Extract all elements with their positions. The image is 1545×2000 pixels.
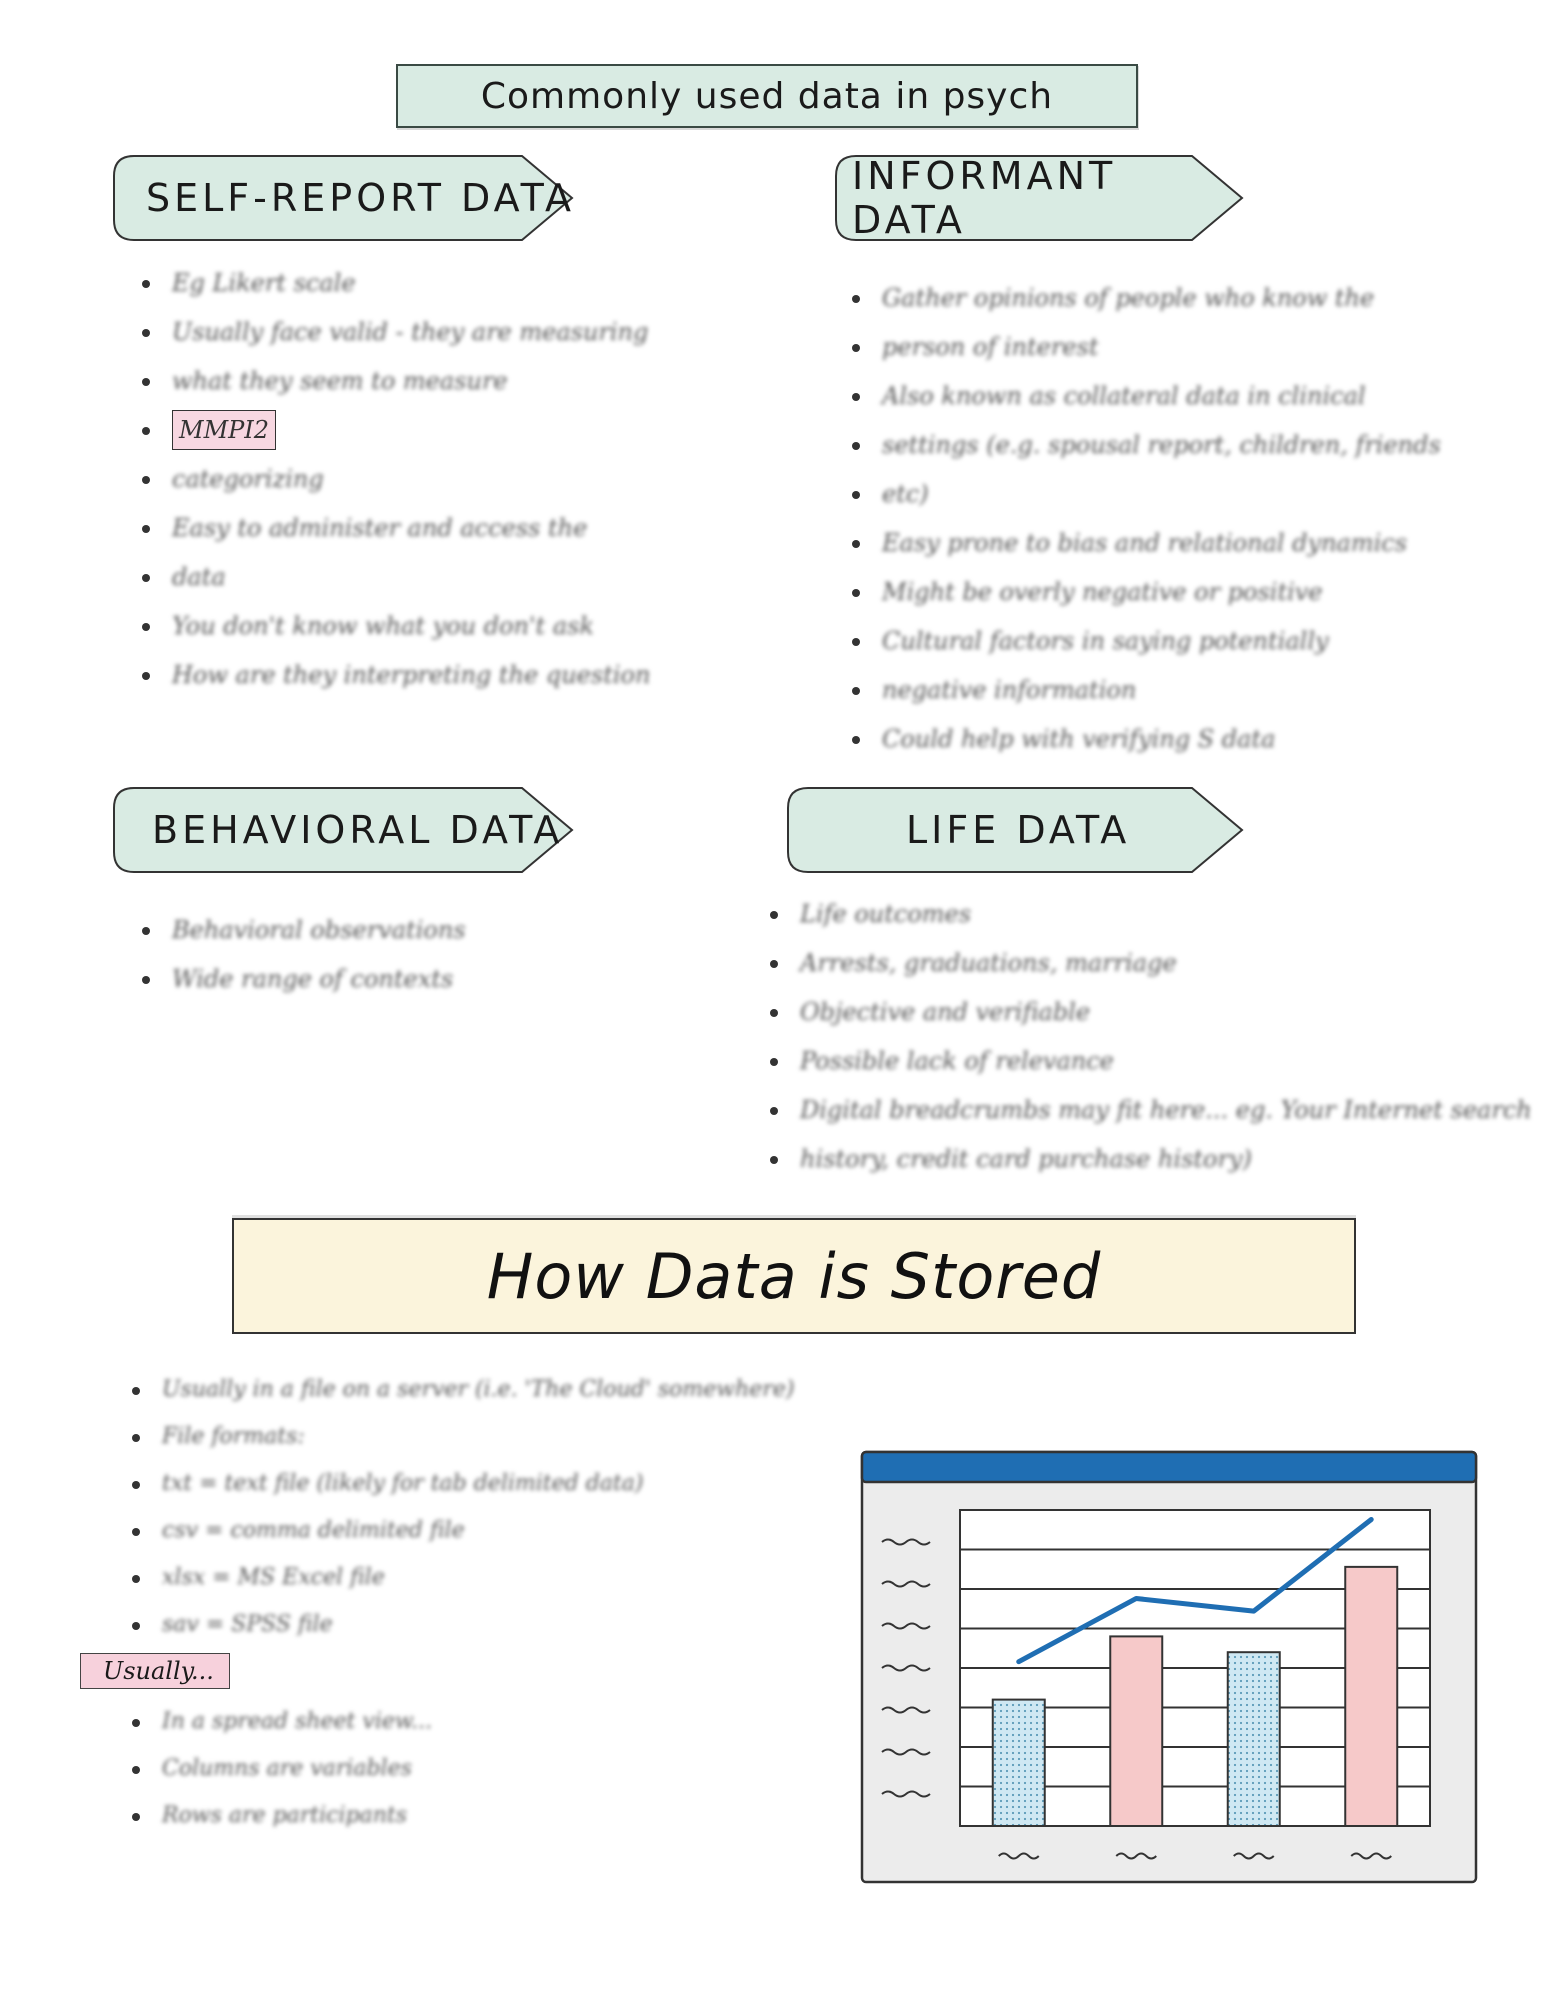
stored-heading: How Data is Stored (486, 1239, 1102, 1313)
list-item: Usually face valid - they are measuring (136, 308, 656, 357)
informant-list (846, 274, 1536, 764)
list-item: In a spread sheet view... (126, 1698, 726, 1745)
chart-bar (1110, 1636, 1162, 1826)
usually-label: Usually... (103, 1657, 214, 1685)
page-title: Commonly used data in psych (480, 75, 1054, 117)
list-item: Columns are variables (126, 1745, 726, 1792)
chart-illustration (860, 1450, 1480, 1886)
self-report-header (112, 154, 576, 242)
list-item: Life outcomes (764, 890, 1534, 939)
list-item: sav = SPSS file (126, 1601, 826, 1648)
list-item (136, 406, 656, 455)
list-item: csv = comma delimited file (126, 1507, 826, 1554)
list-item: Possible lack of relevance (764, 1037, 1534, 1086)
list-item: Usually in a file on a server (i.e. 'The Cloud' somewhere) (126, 1366, 826, 1413)
list-item: Behavioral observations (136, 906, 656, 955)
list-item-continued: person of interest (846, 323, 1536, 372)
chart-bar (1228, 1652, 1280, 1826)
list-item: Cultural factors in saying potentially (846, 617, 1536, 666)
list-item: Easy to administer and access the (136, 504, 656, 553)
life-list (764, 890, 1534, 1184)
list-item: You don't know what you don't ask (136, 602, 656, 651)
chart-bar (1345, 1567, 1397, 1826)
list-item: Eg Likert scale (136, 259, 656, 308)
chart-window-icon (860, 1450, 1480, 1886)
self-report-list (136, 259, 656, 700)
list-item: Objective and verifiable (764, 988, 1534, 1037)
life-heading: LIFE DATA (906, 808, 1131, 852)
life-header (786, 786, 1246, 874)
list-item: Digital breadcrumbs may fit here... eg. Your Internet search (764, 1086, 1534, 1135)
behavioral-heading: BEHAVIORAL DATA (152, 808, 564, 852)
stored-heading-box (232, 1218, 1356, 1334)
list-item: Could help with verifying S data (846, 715, 1536, 764)
list-item-continued: history, credit card purchase history) (764, 1135, 1534, 1184)
list-item: Arrests, graduations, marriage (764, 939, 1534, 988)
list-item: Also known as collateral data in clinical (846, 372, 1536, 421)
list-item-continued: negative information (846, 666, 1536, 715)
list-item-continued: what they seem to measure (136, 357, 656, 406)
list-item: xlsx = MS Excel file (126, 1554, 826, 1601)
behavioral-list (136, 906, 656, 1004)
list-item: Wide range of contexts (136, 955, 656, 1004)
list-item: File formats: (126, 1413, 826, 1460)
informant-header (834, 154, 1246, 242)
informant-heading: INFORMANT DATA (852, 154, 1117, 242)
list-item: How are they interpreting the question (136, 651, 656, 700)
window-titlebar (862, 1452, 1476, 1482)
list-item-continued: etc) (846, 470, 1536, 519)
self-report-heading: SELF-REPORT DATA (146, 176, 575, 220)
behavioral-header (112, 786, 576, 874)
list-item: Easy prone to bias and relational dynamics (846, 519, 1536, 568)
page-title-box (396, 64, 1138, 128)
chart-bar (993, 1700, 1045, 1826)
stored-list (126, 1366, 826, 1648)
list-item: Might be overly negative or positive (846, 568, 1536, 617)
list-item-continued: data (136, 553, 656, 602)
list-item: Rows are participants (126, 1792, 726, 1839)
list-item: categorizing (136, 455, 656, 504)
usually-list (126, 1698, 726, 1839)
list-item: txt = text file (likely for tab delimited data) (126, 1460, 826, 1507)
list-item: Gather opinions of people who know the (846, 274, 1536, 323)
list-item-continued: settings (e.g. spousal report, children, friends (846, 421, 1536, 470)
mmpi-chip: MMPI2 (172, 410, 276, 450)
usually-chip (80, 1653, 230, 1689)
